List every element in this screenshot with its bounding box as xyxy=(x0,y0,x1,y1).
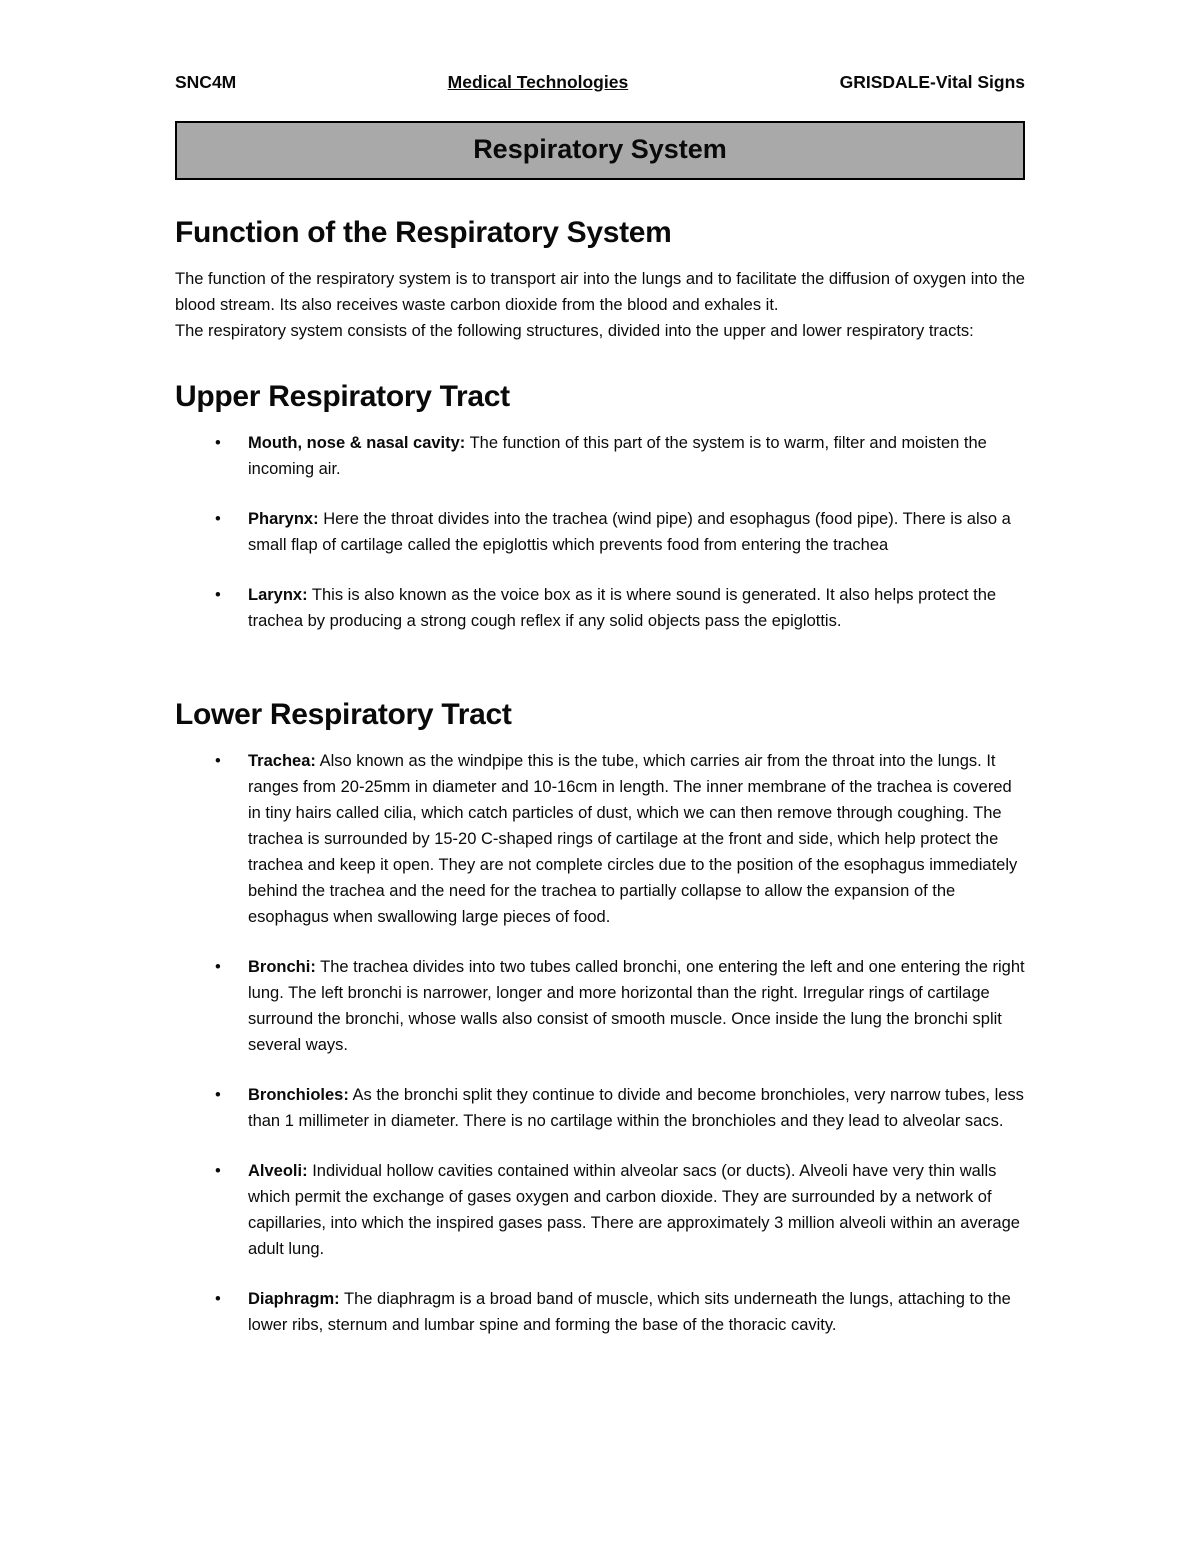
bullet-term: Bronchioles: xyxy=(248,1086,349,1104)
bullet-text: The trachea divides into two tubes called bronchi, one entering the left and one entering the right lung. The left bronchi is narrower, longer and more horizontal than the right. Irregular rings of cartilage surround the bronchi, whose walls also consist of smooth muscle. Once inside the lung the bronchi split several ways. xyxy=(248,958,1025,1054)
bullet-text: As the bronchi split they continue to divide and become bronchioles, very narrow tubes, less than 1 millimeter in diameter. There is no cartilage within the bronchioles and they lead to alveolar sacs. xyxy=(248,1086,1024,1130)
list-item-alveoli xyxy=(215,1158,1025,1262)
list-item-diaphragm xyxy=(215,1286,1025,1338)
bullet-term: Diaphragm: xyxy=(248,1290,340,1308)
lower-tract-list xyxy=(175,748,1025,1338)
bullet-term: Trachea: xyxy=(248,752,316,770)
bullet-text: The function of this part of the system is to warm, filter and moisten the incoming air. xyxy=(248,434,987,478)
bullet-text: The diaphragm is a broad band of muscle, which sits underneath the lungs, attaching to the lower ribs, sternum and lumbar spine and forming the base of the thoracic cavity. xyxy=(248,1290,1011,1334)
list-item-pharynx xyxy=(215,506,1025,558)
header-teacher-unit: GRISDALE-Vital Signs xyxy=(839,72,1025,92)
list-item-bronchioles xyxy=(215,1082,1025,1134)
bullet-term: Larynx: xyxy=(248,586,308,604)
header-subject-title: Medical Technologies xyxy=(447,72,629,92)
function-paragraph-line-2: The respiratory system consists of the following structures, divided into the upper and lower respiratory tracts: xyxy=(175,322,974,340)
section-heading-function: Function of the Respiratory System xyxy=(175,216,672,249)
section-heading-upper-tract: Upper Respiratory Tract xyxy=(175,380,510,413)
banner-title: Respiratory System xyxy=(473,134,727,164)
upper-tract-list xyxy=(175,430,1025,634)
list-item-larynx xyxy=(215,582,1025,634)
section-heading-lower-tract: Lower Respiratory Tract xyxy=(175,698,512,731)
list-item-bronchi xyxy=(215,954,1025,1058)
list-item-mouth-nose xyxy=(215,430,1025,482)
function-paragraph-line-1: The function of the respiratory system is to transport air into the lungs and to facilitate the diffusion of oxygen into the blood stream. Its also receives waste carbon dioxide from the blood and exhales it. xyxy=(175,270,1025,314)
bullet-text: Individual hollow cavities contained within alveolar sacs (or ducts). Alveoli have very thin walls which permit the exchange of gases oxygen and carbon dioxide. They are surrounded by a network of capillaries, into which the inspired gases pass. There are approximately 3 million alveoli within an average adult lung. xyxy=(248,1162,1020,1258)
bullet-term: Pharynx: xyxy=(248,510,319,528)
bullet-text: Also known as the windpipe this is the tube, which carries air from the throat into the lungs. It ranges from 20-25mm in diameter and 10-16cm in length. The inner membrane of the trachea is covered in tiny hairs called cilia, which catch particles of dust, which we can then remove through coughing. The trachea is surrounded by 15-20 C-shaped rings of cartilage at the front and side, which help protect the trachea and keep it open. They are not complete circles due to the position of the esophagus immediately behind the trachea and the need for the trachea to partially collapse to allow the expansion of the esophagus when swallowing large pieces of food. xyxy=(248,752,1018,926)
list-item-trachea xyxy=(215,748,1025,930)
bullet-text: Here the throat divides into the trachea (wind pipe) and esophagus (food pipe). There is also a small flap of cartilage called the epiglottis which prevents food from entering the trachea xyxy=(248,510,1011,554)
bullet-term: Alveoli: xyxy=(248,1162,308,1180)
bullet-text: This is also known as the voice box as it is where sound is generated. It also helps protect the trachea by producing a strong cough reflex if any solid objects pass the epiglottis. xyxy=(248,586,997,630)
bullet-term: Bronchi: xyxy=(248,958,316,976)
document-header xyxy=(175,72,1025,93)
header-course-code: SNC4M xyxy=(175,72,237,92)
function-paragraph xyxy=(175,266,1025,344)
bullet-term: Mouth, nose & nasal cavity: xyxy=(248,434,466,452)
title-banner xyxy=(175,121,1025,180)
